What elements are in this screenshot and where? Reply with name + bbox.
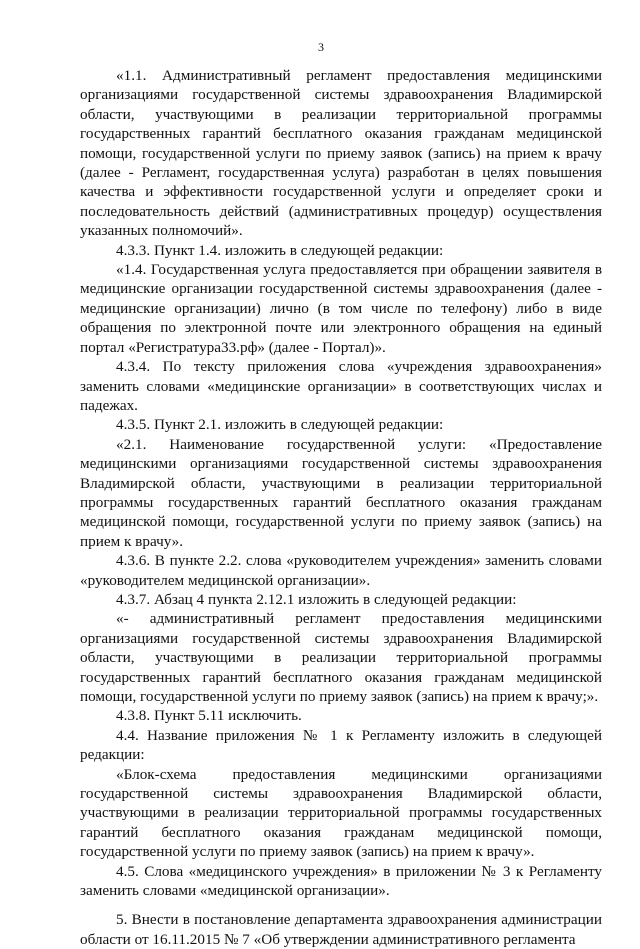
paragraph-1-4-quote: «1.4. Государственная услуга предоставляется при обращении заявителя в медицинские организации государственной системы здравоохранения (далее - медицинские организации) лично (в том числе по телефону) либо в виде обращения по электронной почте или электронного обращения на единый портал «Регистратура33.рф» (далее - Портал)». — [80, 261, 602, 356]
paragraph-4-3-4: 4.3.4. По тексту приложения слова «учреждения здравоохранения» заменить словами «медицинские организации» в соответствующих числах и падежах. — [80, 358, 602, 414]
paragraph-1-1-quote: «1.1. Административный регламент предоставления медицинскими организациями государственной системы здравоохранения Владимирской области, участвующими в реализации территориальной программы государственных гарантий бесплатного оказания гражданам медицинской помощи, государственной услуги по приему заявок (запись) на прием к врачу (далее - Регламент, государственная услуга) разработан в целях повышения качества и эффективности государственной услуги и определяет сроки и последовательность действий (административных процедур) осуществления указанных полномочий». — [80, 67, 602, 240]
paragraph-block-scheme-quote: «Блок-схема предоставления медицинскими организациями государственной системы здравоохранения Владимирской области, участвующими в реализации территориальной программы государственных гарантий бесплатного оказания гражданам медицинской помощи, государственной услуги по приему заявок (запись) на прием к врачу». — [80, 765, 602, 861]
paragraph-4-3-8: 4.3.8. Пункт 5.11 исключить. — [116, 707, 302, 725]
paragraph-4-4: 4.4. Название приложения № 1 к Регламенту изложить в следующей редакции: — [80, 726, 602, 764]
page-number: 3 — [318, 40, 324, 54]
paragraph-4-5: 4.5. Слова «медицинского учреждения» в приложении № 3 к Регламенту заменить словами «медицинской организации». — [80, 862, 602, 900]
paragraph-4-3-3: 4.3.3. Пункт 1.4. изложить в следующей редакции: — [116, 241, 444, 259]
paragraph-4-3-6: 4.3.6. В пункте 2.2. слова «руководителем учреждения» заменить словами «руководителем медицинской организации». — [80, 552, 602, 589]
paragraph-2-1-quote: «2.1. Наименование государственной услуги: «Предоставление медицинскими организациями государственной системы здравоохранения Владимирской области, участвующими в реализации территориальной программы государственных гарантий бесплатного оказания гражданам медицинской помощи, государственной услуги по приему заявок (запись) на прием к врачу». — [80, 435, 602, 550]
paragraph-5: 5. Внести в постановление департамента здравоохранения администрации области от 16.11.2015 № 7 «Об утверждении административного регламента — [80, 911, 602, 948]
paragraph-4-3-7: 4.3.7. Абзац 4 пункта 2.12.1 изложить в следующей редакции: — [116, 590, 517, 608]
paragraph-abzac-quote: «- административный регламент предоставления медицинскими организациями государственной системы здравоохранения Владимирской области, участвующими в реализации территориальной программы государственных гарантий бесплатного оказания гражданам медицинской помощи, государственной услуги по приему заявок (запись) на прием к врачу;». — [80, 610, 602, 705]
paragraph-4-3-5: 4.3.5. Пункт 2.1. изложить в следующей редакции: — [116, 416, 444, 434]
